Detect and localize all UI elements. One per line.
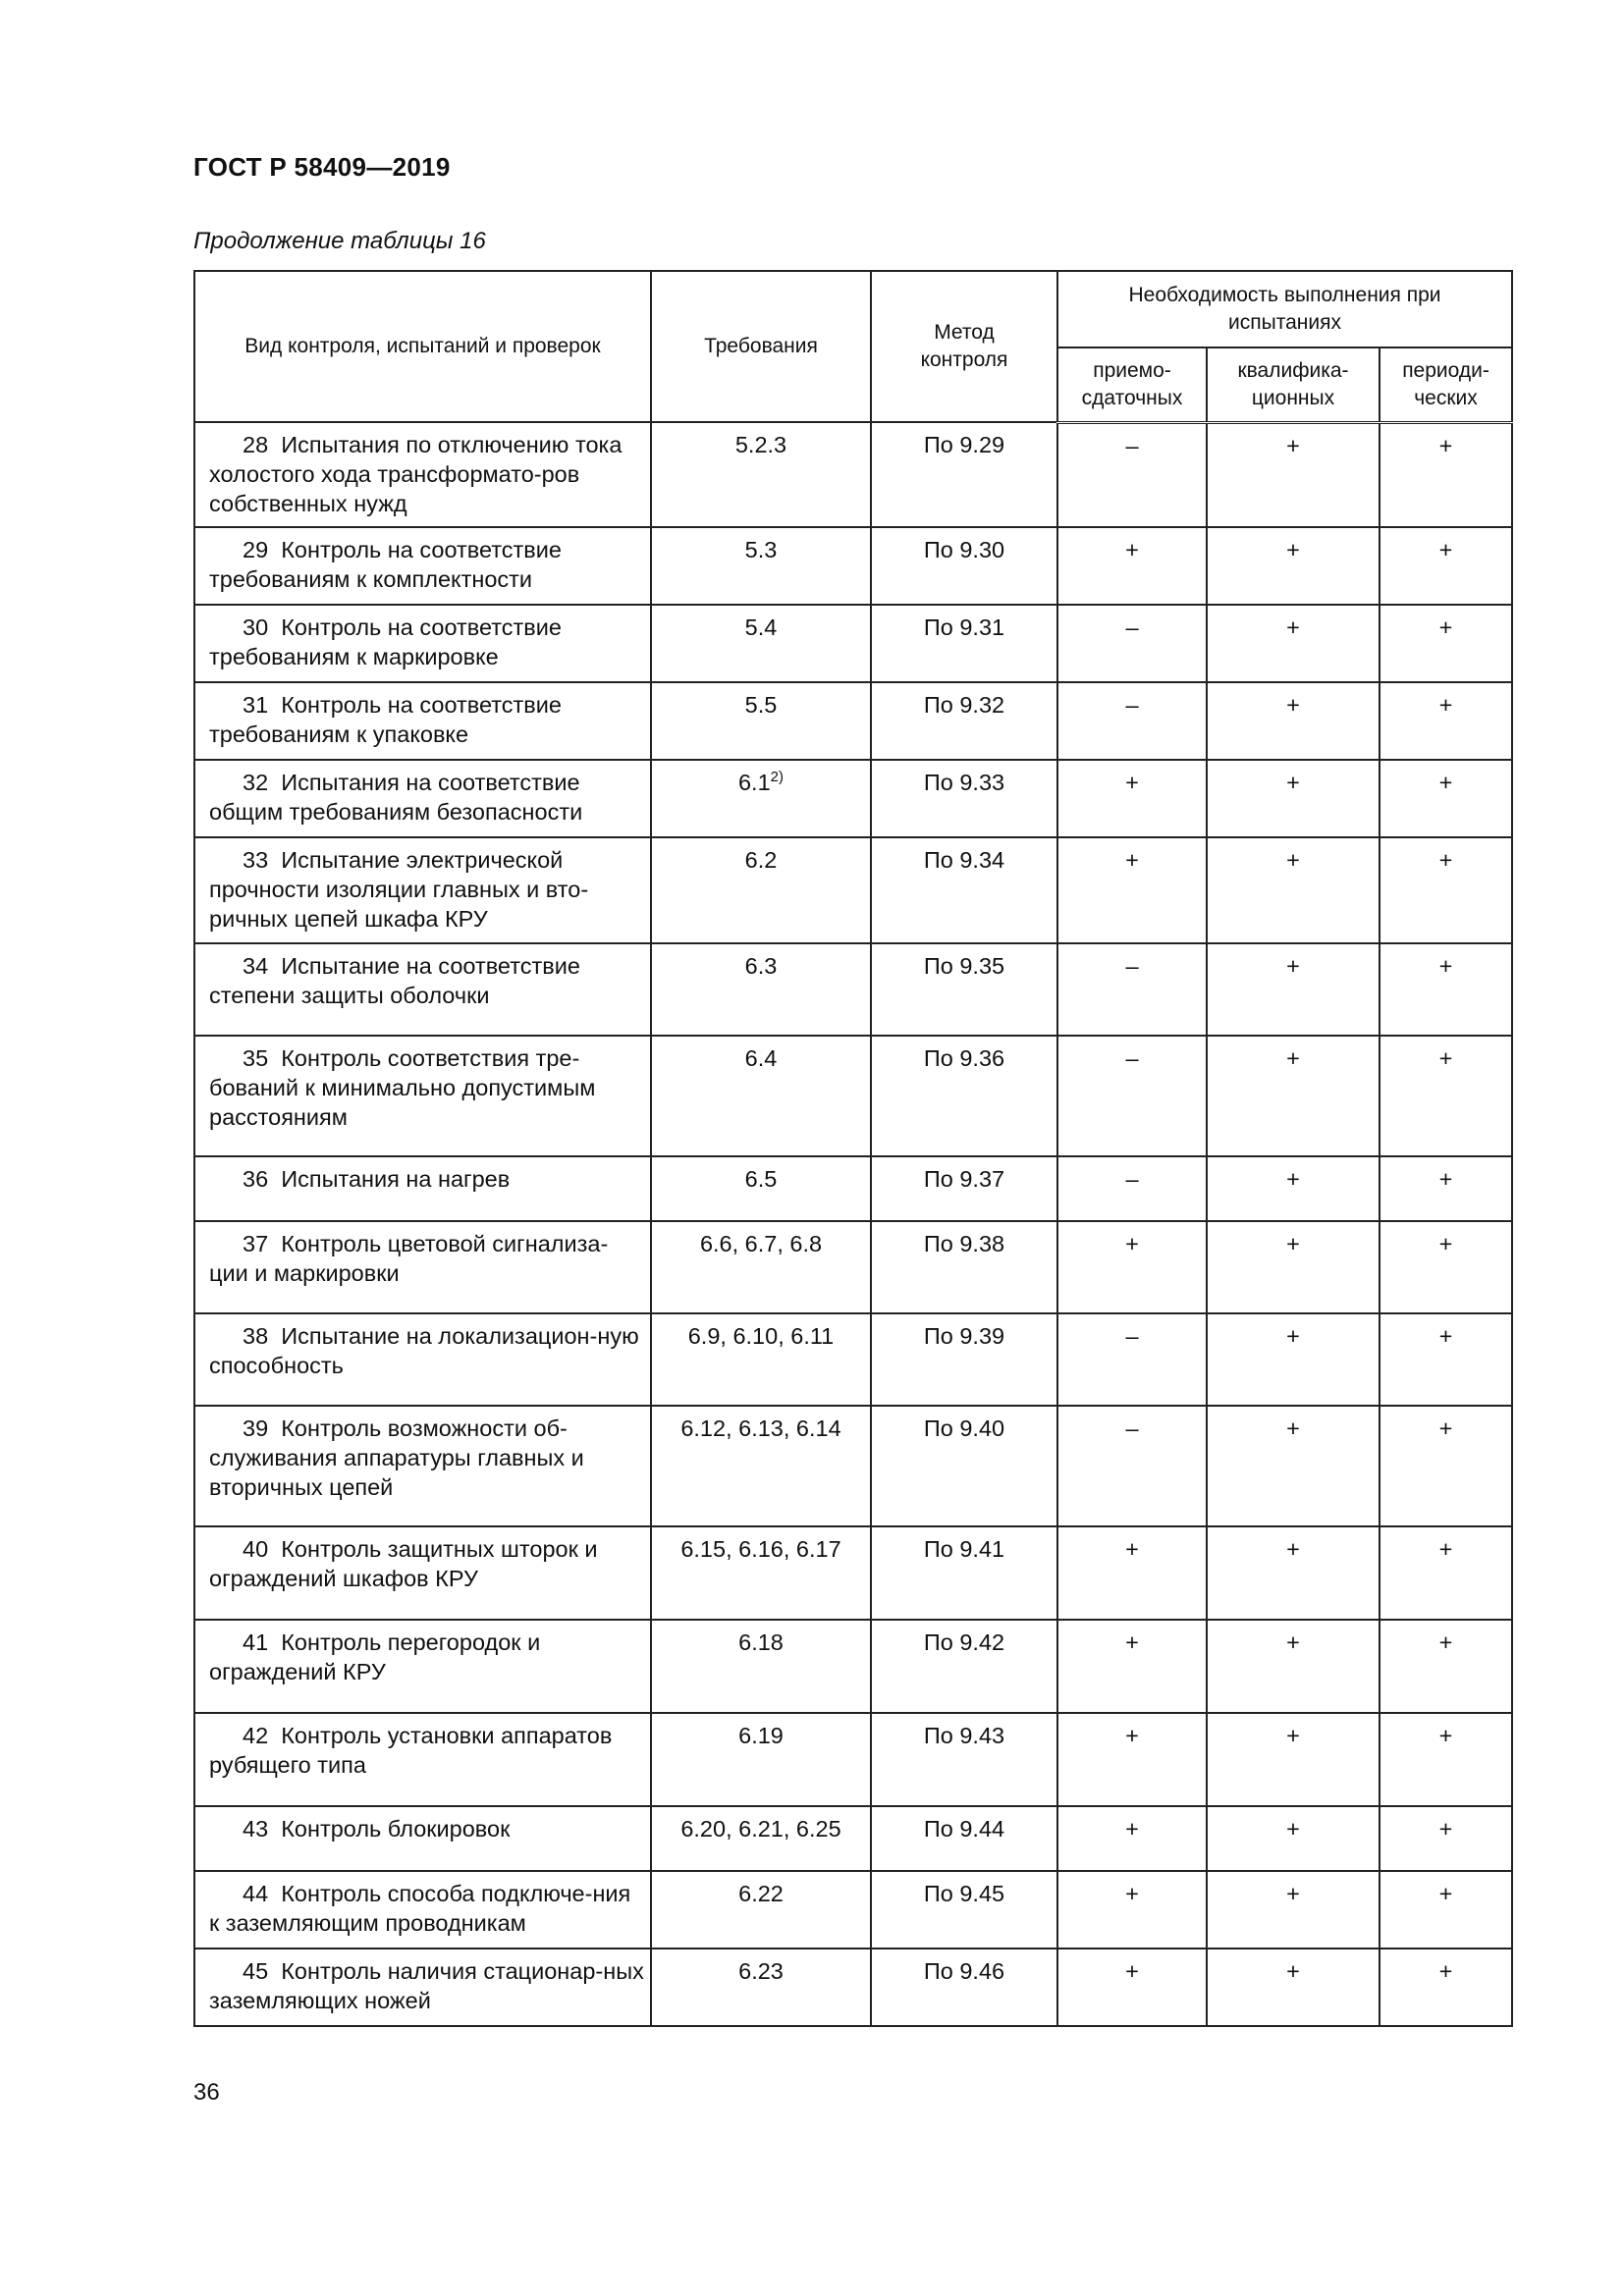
- cell-periodic: +: [1380, 1806, 1512, 1871]
- cell-periodic: +: [1380, 1713, 1512, 1806]
- cell-requirements: [651, 605, 871, 682]
- cell-method: По 9.44: [871, 1806, 1057, 1871]
- cell-acceptance: +: [1057, 837, 1207, 943]
- row-test-name: Испытания на соответствие общим требованиям безопасности: [209, 770, 583, 825]
- row-test-name: Испытание на соответствие степени защиты оболочки: [209, 953, 580, 1008]
- cell-qualification: +: [1207, 422, 1380, 527]
- cell-qualification: +: [1207, 760, 1380, 837]
- row-number: 29: [243, 537, 269, 562]
- cell-requirements: [651, 1949, 871, 2026]
- row-test-name: Контроль на соответствие требованиям к маркировке: [209, 614, 562, 669]
- row-test-name: Контроль возможности об-служивания аппаратуры главных и вторичных цепей: [209, 1415, 584, 1500]
- cell-acceptance: –: [1057, 943, 1207, 1036]
- cell-method: По 9.33: [871, 760, 1057, 837]
- cell-periodic: +: [1380, 1620, 1512, 1713]
- cell-method: По 9.43: [871, 1713, 1057, 1806]
- row-test-name: Испытания по отключению тока холостого хода трансформато-ров собственных нужд: [209, 432, 623, 516]
- cell-acceptance: –: [1057, 422, 1207, 527]
- cell-periodic: +: [1380, 1156, 1512, 1221]
- row-test-name: Контроль наличия стационар-ных заземляющих ножей: [209, 1958, 644, 2013]
- cell-test-name: [194, 1806, 651, 1871]
- header-periodic: периоди-ческих: [1380, 347, 1512, 422]
- cell-method: По 9.31: [871, 605, 1057, 682]
- cell-requirements: [651, 760, 871, 837]
- requirement-value: 6.9, 6.10, 6.11: [687, 1323, 835, 1349]
- table-row: [194, 760, 1512, 837]
- row-number: 40: [243, 1536, 269, 1562]
- cell-method: По 9.30: [871, 527, 1057, 605]
- cell-test-name: [194, 1406, 651, 1526]
- row-number: 30: [243, 614, 269, 640]
- table-row: [194, 1806, 1512, 1871]
- cell-requirements: [651, 1221, 871, 1313]
- cell-periodic: +: [1380, 1313, 1512, 1406]
- table-row: [194, 1713, 1512, 1806]
- cell-periodic: +: [1380, 760, 1512, 837]
- header-qualification: квалифика-ционных: [1207, 347, 1380, 422]
- cell-requirements: [651, 837, 871, 943]
- row-number: 41: [243, 1629, 269, 1655]
- header-type: Вид контроля, испытаний и проверок: [194, 271, 651, 422]
- cell-requirements: [651, 527, 871, 605]
- header-necessity: Необходимость выполнения при испытаниях: [1057, 271, 1512, 347]
- row-number: 35: [243, 1045, 269, 1071]
- requirement-value: 6.12, 6.13, 6.14: [680, 1415, 841, 1441]
- cell-qualification: +: [1207, 837, 1380, 943]
- cell-requirements: [651, 1156, 871, 1221]
- requirement-value: 6.15, 6.16, 6.17: [680, 1536, 841, 1562]
- cell-acceptance: +: [1057, 1713, 1207, 1806]
- cell-periodic: +: [1380, 837, 1512, 943]
- cell-qualification: +: [1207, 527, 1380, 605]
- cell-acceptance: +: [1057, 760, 1207, 837]
- table-row: [194, 1221, 1512, 1313]
- row-number: 45: [243, 1958, 269, 1984]
- requirement-value: 5.3: [744, 537, 778, 562]
- cell-method: По 9.42: [871, 1620, 1057, 1713]
- cell-qualification: +: [1207, 1036, 1380, 1156]
- requirement-value: 6.22: [738, 1881, 784, 1906]
- cell-requirements: [651, 1036, 871, 1156]
- cell-qualification: +: [1207, 605, 1380, 682]
- row-number: 28: [243, 432, 269, 457]
- cell-acceptance: +: [1057, 1221, 1207, 1313]
- cell-qualification: +: [1207, 1156, 1380, 1221]
- cell-acceptance: +: [1057, 1620, 1207, 1713]
- cell-qualification: +: [1207, 1713, 1380, 1806]
- cell-acceptance: –: [1057, 1156, 1207, 1221]
- cell-method: По 9.41: [871, 1526, 1057, 1620]
- cell-method: По 9.29: [871, 422, 1057, 527]
- cell-requirements: [651, 1871, 871, 1949]
- cell-periodic: +: [1380, 1526, 1512, 1620]
- cell-requirements: [651, 1526, 871, 1620]
- cell-test-name: [194, 943, 651, 1036]
- table-row: [194, 1949, 1512, 2026]
- page-number: 36: [193, 2079, 220, 2106]
- header-acceptance: приемо-сдаточных: [1057, 347, 1207, 422]
- cell-test-name: [194, 1871, 651, 1949]
- requirement-value: 5.2.3: [734, 432, 787, 457]
- cell-requirements: [651, 422, 871, 527]
- tests-table: [193, 270, 1513, 2027]
- table-caption: Продолжение таблицы 16: [193, 228, 486, 254]
- cell-qualification: +: [1207, 1221, 1380, 1313]
- cell-periodic: +: [1380, 1036, 1512, 1156]
- cell-method: По 9.36: [871, 1036, 1057, 1156]
- cell-qualification: +: [1207, 1406, 1380, 1526]
- row-test-name: Контроль цветовой сигнализа-ции и маркировки: [209, 1231, 609, 1286]
- requirement-value: 6.4: [744, 1045, 778, 1071]
- cell-acceptance: +: [1057, 1871, 1207, 1949]
- requirement-value: 6.18: [738, 1629, 784, 1655]
- requirement-value: 6.2: [744, 847, 778, 873]
- cell-acceptance: +: [1057, 1526, 1207, 1620]
- requirement-value: 6.5: [744, 1166, 778, 1192]
- cell-method: По 9.40: [871, 1406, 1057, 1526]
- table-row: [194, 1313, 1512, 1406]
- row-test-name: Контроль способа подключе-ния к заземляющим проводникам: [209, 1881, 631, 1936]
- cell-requirements: [651, 1620, 871, 1713]
- cell-qualification: +: [1207, 682, 1380, 760]
- table-row: [194, 943, 1512, 1036]
- requirement-value: 6.6, 6.7, 6.8: [699, 1231, 823, 1256]
- row-number: 42: [243, 1723, 269, 1748]
- requirement-value: 6.1: [737, 770, 771, 795]
- cell-requirements: [651, 1806, 871, 1871]
- cell-acceptance: –: [1057, 1406, 1207, 1526]
- cell-test-name: [194, 527, 651, 605]
- cell-acceptance: –: [1057, 1313, 1207, 1406]
- cell-qualification: +: [1207, 1871, 1380, 1949]
- table-row: [194, 605, 1512, 682]
- cell-test-name: [194, 605, 651, 682]
- cell-periodic: +: [1380, 943, 1512, 1036]
- cell-method: По 9.46: [871, 1949, 1057, 2026]
- cell-requirements: [651, 943, 871, 1036]
- requirement-value: 5.5: [744, 692, 778, 718]
- cell-method: По 9.45: [871, 1871, 1057, 1949]
- cell-method: По 9.37: [871, 1156, 1057, 1221]
- cell-test-name: [194, 422, 651, 527]
- row-number: 36: [243, 1166, 269, 1192]
- cell-qualification: +: [1207, 943, 1380, 1036]
- document-title: ГОСТ Р 58409—2019: [193, 152, 451, 182]
- cell-requirements: [651, 1713, 871, 1806]
- row-test-name: Испытание электрической прочности изоляции главных и вто-ричных цепей шкафа КРУ: [209, 847, 589, 932]
- cell-periodic: +: [1380, 527, 1512, 605]
- table-row: [194, 1526, 1512, 1620]
- cell-acceptance: +: [1057, 1949, 1207, 2026]
- cell-qualification: +: [1207, 1806, 1380, 1871]
- row-test-name: Контроль перегородок и ограждений КРУ: [209, 1629, 541, 1684]
- row-test-name: Контроль установки аппаратов рубящего типа: [209, 1723, 613, 1778]
- row-test-name: Контроль на соответствие требованиям к комплектности: [209, 537, 562, 592]
- cell-periodic: +: [1380, 1871, 1512, 1949]
- cell-test-name: [194, 1156, 651, 1221]
- header-method: Метод контроля: [871, 271, 1057, 422]
- table-row: [194, 682, 1512, 760]
- cell-test-name: [194, 1036, 651, 1156]
- cell-test-name: [194, 682, 651, 760]
- cell-method: По 9.39: [871, 1313, 1057, 1406]
- cell-requirements: [651, 682, 871, 760]
- row-number: 39: [243, 1415, 269, 1441]
- table-row: [194, 1871, 1512, 1949]
- row-number: 33: [243, 847, 269, 873]
- table-row: [194, 527, 1512, 605]
- cell-qualification: +: [1207, 1949, 1380, 2026]
- cell-acceptance: –: [1057, 605, 1207, 682]
- table-body: [194, 422, 1512, 2026]
- cell-method: По 9.35: [871, 943, 1057, 1036]
- row-number: 43: [243, 1816, 269, 1842]
- footnote-ref: 2): [770, 769, 784, 785]
- table-header: [194, 271, 1512, 422]
- cell-qualification: +: [1207, 1620, 1380, 1713]
- header-requirements: Требования: [651, 271, 871, 422]
- table-row: [194, 1036, 1512, 1156]
- cell-method: По 9.38: [871, 1221, 1057, 1313]
- cell-test-name: [194, 1620, 651, 1713]
- requirement-value: 5.4: [744, 614, 778, 640]
- cell-acceptance: –: [1057, 682, 1207, 760]
- cell-test-name: [194, 760, 651, 837]
- row-test-name: Испытания на нагрев: [281, 1166, 511, 1192]
- requirement-value: 6.23: [738, 1958, 784, 1984]
- cell-acceptance: –: [1057, 1036, 1207, 1156]
- cell-periodic: +: [1380, 1949, 1512, 2026]
- cell-qualification: +: [1207, 1526, 1380, 1620]
- row-test-name: Контроль защитных шторок и ограждений шкафов КРУ: [209, 1536, 598, 1591]
- row-test-name: Испытание на локализацион-ную способность: [209, 1323, 639, 1378]
- cell-test-name: [194, 837, 651, 943]
- cell-periodic: +: [1380, 1221, 1512, 1313]
- cell-test-name: [194, 1221, 651, 1313]
- row-number: 44: [243, 1881, 269, 1906]
- table-row: [194, 1620, 1512, 1713]
- cell-test-name: [194, 1313, 651, 1406]
- row-test-name: Контроль на соответствие требованиям к упаковке: [209, 692, 562, 747]
- cell-acceptance: +: [1057, 1806, 1207, 1871]
- row-number: 32: [243, 770, 269, 795]
- row-test-name: Контроль блокировок: [281, 1816, 511, 1842]
- requirement-value: 6.3: [744, 953, 778, 979]
- cell-test-name: [194, 1526, 651, 1620]
- requirement-value: 6.19: [738, 1723, 784, 1748]
- cell-test-name: [194, 1949, 651, 2026]
- cell-requirements: [651, 1313, 871, 1406]
- table-row: [194, 1406, 1512, 1526]
- row-number: 38: [243, 1323, 269, 1349]
- cell-acceptance: +: [1057, 527, 1207, 605]
- cell-qualification: +: [1207, 1313, 1380, 1406]
- requirement-value: 6.20, 6.21, 6.25: [680, 1816, 841, 1842]
- table-row: [194, 1156, 1512, 1221]
- row-number: 34: [243, 953, 269, 979]
- cell-method: По 9.32: [871, 682, 1057, 760]
- cell-periodic: +: [1380, 605, 1512, 682]
- row-test-name: Контроль соответствия тре-бований к минимально допустимым расстояниям: [209, 1045, 596, 1130]
- cell-method: По 9.34: [871, 837, 1057, 943]
- row-number: 37: [243, 1231, 269, 1256]
- cell-periodic: +: [1380, 422, 1512, 527]
- row-number: 31: [243, 692, 269, 718]
- table-row: [194, 422, 1512, 527]
- table-row: [194, 837, 1512, 943]
- cell-requirements: [651, 1406, 871, 1526]
- cell-test-name: [194, 1713, 651, 1806]
- cell-periodic: +: [1380, 682, 1512, 760]
- cell-periodic: +: [1380, 1406, 1512, 1526]
